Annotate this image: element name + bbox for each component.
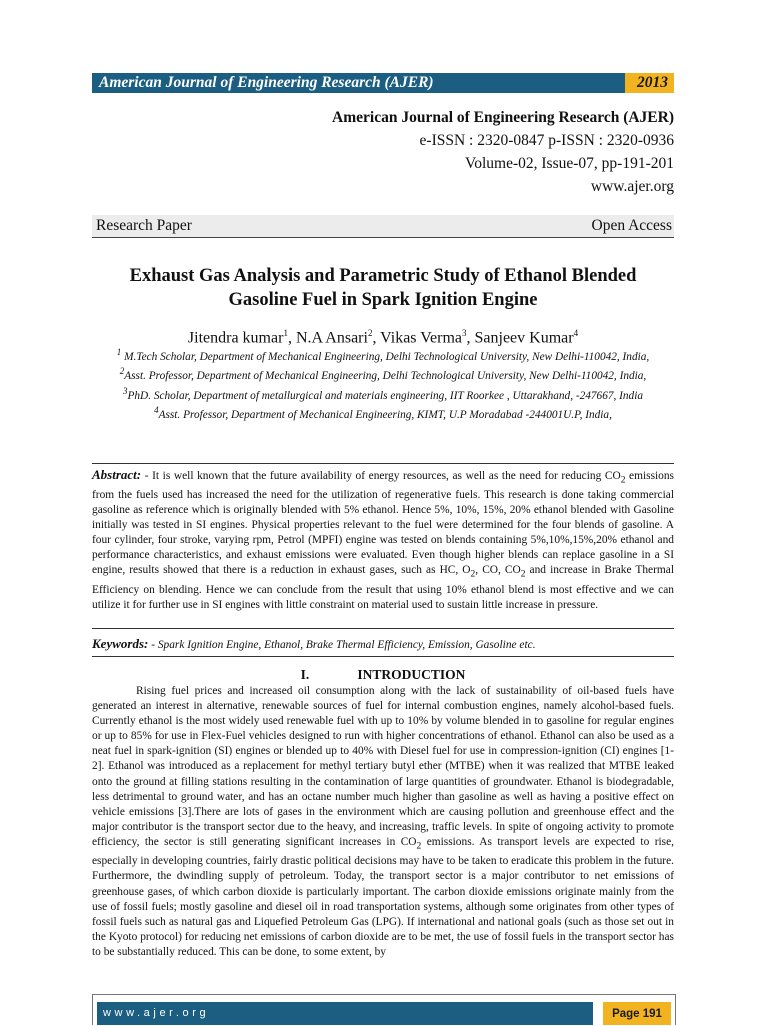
author-superscript: 3	[462, 328, 467, 338]
keywords-bottom-rule	[92, 656, 674, 657]
author-name: Vikas Verma	[380, 329, 462, 347]
author-superscript: 4	[573, 328, 579, 338]
author-list	[92, 323, 674, 348]
header-journal-name: American Journal of Engineering Research (AJER)	[99, 74, 434, 91]
journal-website[interactable]: www.ajer.org	[590, 178, 674, 195]
paper-type-bar	[92, 215, 674, 238]
subscript: 2	[470, 569, 476, 580]
paper-title	[92, 264, 674, 312]
affiliation-text: Asst. Professor, Department of Mechanical Engineering, KIMT, U.P Moradabad -244001U.P, India,	[158, 408, 612, 421]
section-title: INTRODUCTION	[357, 667, 466, 682]
author-name: Sanjeev Kumar	[474, 329, 574, 347]
section-number: I.	[300, 667, 310, 682]
author-separator: ,	[372, 329, 381, 347]
affiliation-superscript: 3	[122, 385, 128, 396]
author-superscript: 2	[367, 328, 373, 338]
abstract	[92, 467, 674, 613]
page-footer	[92, 994, 676, 1025]
subscript: 2	[620, 475, 626, 486]
paper-type: Research Paper	[96, 217, 192, 234]
journal-info	[332, 106, 674, 198]
paper-title-line: Gasoline Fuel in Spark Ignition Engine	[228, 290, 538, 310]
affiliation-text: PhD. Scholar, Department of metallurgical and materials engineering, IIT Roorkee , Uttarakhand, -247667, India	[127, 389, 643, 402]
author-separator: ,	[466, 329, 475, 347]
author-name: Jitendra kumar	[187, 329, 284, 347]
keywords-text: - Spark Ignition Engine, Ethanol, Brake Thermal Efficiency, Emission, Gasoline etc.	[148, 639, 536, 651]
footer-website[interactable]: www.ajer.org	[97, 1002, 593, 1025]
author-name: N.A Ansari	[295, 329, 368, 347]
keywords	[92, 636, 674, 653]
abstract-text: - It is well known that the future availability of energy resources, as well as the need for reducing CO	[141, 470, 621, 482]
affiliation	[92, 385, 674, 403]
abstract-label: Abstract:	[92, 467, 142, 482]
affiliation	[92, 404, 674, 422]
page-number: Page 191	[603, 1002, 671, 1025]
affiliations	[92, 346, 674, 423]
journal-title: American Journal of Engineering Research (AJER)	[332, 109, 674, 126]
affiliation-superscript: 1	[116, 347, 122, 357]
affiliation-text: M.Tech Scholar, Department of Mechanical Engineering, Delhi Technological University, New Delhi-110042, India,	[121, 350, 650, 363]
journal-issn: e-ISSN : 2320-0847 p-ISSN : 2320-0936	[419, 132, 674, 149]
introduction-paragraph	[92, 684, 674, 960]
intro-text: Rising fuel prices and increased oil consumption along with the lack of sustainability of oil-based fuels have generated an interest in alternative, renewable sources of fuel for internal combustion engines, namely alcohol-based fuels. Currently ethanol is the most widely used renewable fuel with up to 10% by volume blended in to gasoline for regular engines or up to 85% for use in Flex-Fuel vehicles designed to run with higher concentrations of ethanol. Ethanol can also be used as a neat fuel in spark-ignition (SI) engines or blended up to 40% with Diesel fuel for use in compression-ignition (CI) engines [1-2]. Ethanol was introduced as a replacement for methyl tertiary butyl ether (MTBE) when it was realized that MTBE leaked onto the ground at filling stations resulting in the contamination of large quantities of groundwater. Ethanol is biodegradable, less detrimental to ground water, and has an octane number much higher than gasoline as well as having a positive effect on vehicle emissions [3].There are lots of gases in the environment which are causing pollution and greenhouse effect and the major contributor is the transport sector due to the heavy, and increasing, traffic levels. In spite of ongoing activity to promote efficiency, the sector is still generating significant increases in CO	[92, 685, 674, 848]
intro-text: emissions. As transport levels are expected to rise, especially in developing countries, fairly drastic political decisions may have to be taken to eradicate this problem in the future. Furthermore, the dwindling supply of petroleum. Today, the transport sector is a major contributor to net emissions of greenhouse gases, of which carbon dioxide is particularly important. The carbon dioxide emissions originate mainly from the use of fossil fuels; mostly gasoline and diesel oil in road transportation systems, although some originates from other types of fossil fuels such as natural gas and Liquefied Petroleum Gas (LPG). If international and national goals (such as those set out in the Kyoto protocol) for reducing net emissions of carbon dioxide are to be met, the use of fossil fuels in the transport sector has to be substantially reduced. This can be done, to some extent, by	[92, 835, 674, 958]
paper-title-line: Exhaust Gas Analysis and Parametric Study of Ethanol Blended	[129, 266, 637, 286]
abstract-text: , CO, CO	[475, 564, 521, 577]
subscript: 2	[520, 569, 526, 580]
journal-header-bar	[92, 73, 674, 93]
header-year: 2013	[625, 73, 674, 93]
affiliation-superscript: 4	[154, 405, 159, 416]
section-heading	[92, 667, 674, 683]
keywords-label: Keywords:	[92, 636, 149, 651]
access-type: Open Access	[591, 217, 672, 234]
abstract-top-rule	[92, 463, 674, 464]
journal-volume: Volume-02, Issue-07, pp-191-201	[465, 155, 674, 172]
affiliation-text: Asst. Professor, Department of Mechanical Engineering, Delhi Technological University, New Delhi-110042, India,	[124, 370, 647, 383]
affiliation-superscript: 2	[119, 366, 125, 377]
author-superscript: 1	[283, 328, 288, 338]
subscript: 2	[416, 841, 422, 852]
abstract-bottom-rule	[92, 628, 674, 629]
affiliation	[92, 365, 674, 383]
abstract-text: emissions from the fuels used has increased the need for the utilization of regenerative fuels. This research is done taking commercial gasoline as reference which is originally blended with 5% ethanol. Hence 5%, 10%, 15%, 20% ethanol blended with Gasoline initially was tested in SI engines. Physical properties relevant to the fuel were determined for the four blends of gasoline. A four cylinder, four stroke, varying rpm, Petrol (MPFI) engine was tested on blends containing 5%,10%,15%,20% ethanol and performance characteristics, and exhaust emissions were evaluated. Even though higher blends can replace gasoline in a SI engine, results showed that there is a reduction in exhaust gases, such as HC, O	[92, 470, 674, 577]
author-separator: ,	[287, 329, 296, 347]
affiliation	[92, 346, 674, 364]
abstract-text: and increase in Brake Thermal Efficiency on blending. Hence we can conclude from the result that using 10% ethanol blend is most effective and we can utilize it for further use in SI engines with little constraint on material used to sustain little increase in pressure.	[92, 564, 674, 611]
